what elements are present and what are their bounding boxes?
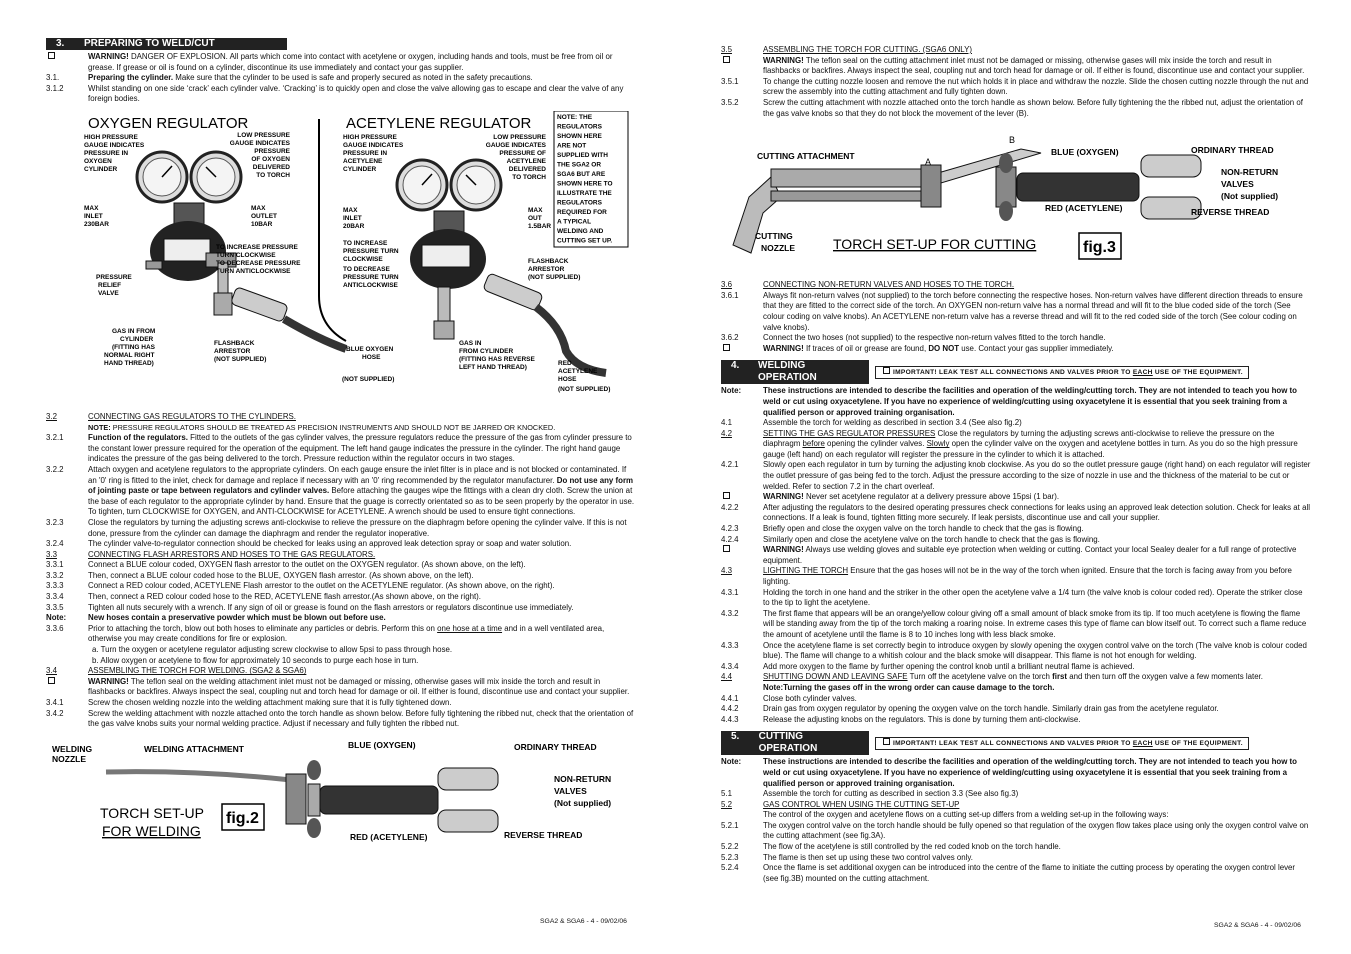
paragraph-3-3-6: 3.3.6 Prior to attaching the torch, blow out both hoses to eliminate any particles or debris. Perform this on one hose at a time and in a well ventilated area, otherwise you may create conditions for fire or explosion. a. Turn the oxygen or acetylene regulator adjusting screw clockwise to allow 5psi to pass through hose. b. Allow oxygen or acetylene to flow for approximately 10 seconds to purge each hose in turn. bbox=[46, 623, 605, 665]
svg-text:HIGH PRESSURE: HIGH PRESSURE bbox=[84, 133, 138, 141]
paragraph-3-2-3: 3.2.3 Close the regulators by turning the adjusting screws anti-clockwise to relieve the pressure on the diaphragm before opening the cylinder valve. If this is not done, pressure from the cylinder can damage the diaphragm and render the regulator inoperative. bbox=[46, 517, 627, 538]
blue-oxygen-label: BLUE (OXYGEN) bbox=[1051, 147, 1119, 158]
warning-paragraph: WARNING! Always use welding gloves and suitable eye protection when welding or cutting. Contact your local Sealey dealer for a full range of protective equipment. bbox=[721, 545, 1311, 566]
blue-oxygen-hose-label bbox=[346, 346, 394, 361]
svg-text:230BAR: 230BAR bbox=[84, 220, 109, 228]
checkbox-icon bbox=[723, 344, 730, 351]
section-title: PREPARING TO WELD/CUT bbox=[84, 38, 215, 49]
svg-text:ACETYLENE: ACETYLENE bbox=[343, 157, 383, 165]
svg-text:ARRESTOR: ARRESTOR bbox=[214, 347, 251, 355]
paragraph-3-6-2: 3.6.2 Connect the two hoses (not supplied) to the respective non-return valves fitted to the torch handle. bbox=[721, 333, 1106, 343]
acetylene-increase-label bbox=[343, 240, 399, 289]
pressure-relief-label bbox=[96, 274, 132, 297]
paragraph-3-2-note: NOTE: PRESSURE REGULATORS SHOULD BE TREATED AS PRECISION INSTRUMENTS AND SHOULD NOT BE JARRED OR KNOCKED. bbox=[88, 422, 556, 432]
svg-text:MAX: MAX bbox=[84, 204, 99, 212]
svg-text:BLUE OXYGEN: BLUE OXYGEN bbox=[346, 345, 394, 353]
paragraph-3-3-2: 3.3.2 Then, connect a BLUE colour coded hose to the BLUE, OXYGEN flash arrestor. (As shown above, on the left). bbox=[46, 570, 474, 580]
warning-paragraph: WARNING! DANGER OF EXPLOSION. All parts which come into contact with acetylene or oxygen, including hands and tools, must be free from oil or grease. If grease or oil is found on a cylinder, discontinue its use immediately and contact your gas supplier. bbox=[46, 52, 636, 73]
svg-text:TO DECREASE PRESSURE: TO DECREASE PRESSURE bbox=[216, 259, 301, 267]
paragraph-4-2-4: 4.2.4 Similarly open and close the acetylene valve on the torch handle to check that the gas is flowing. bbox=[721, 534, 1100, 544]
section-number: 3. bbox=[56, 38, 65, 49]
not-supplied-label: (Not supplied) bbox=[1221, 191, 1279, 202]
oxygen-increase-label bbox=[216, 244, 301, 275]
paragraph-4-2: 4.2 SETTING THE GAS REGULATOR PRESSURES Close the regulators by turning the adjusting screws anti-clockwise to relieve the pressure on the diaphragm before opening the cylinder valves. Slowly open the cylinder valve on the oxygen and acetylene bottles in turn. As you do so the high pressure gauge (left hand) on each regulator will register the pressure in the cylinder to which it is attached. bbox=[721, 428, 1298, 459]
svg-text:DELIVERED: DELIVERED bbox=[508, 165, 546, 173]
svg-text:PRESSURE OF: PRESSURE OF bbox=[499, 149, 546, 157]
svg-text:MAX: MAX bbox=[251, 204, 266, 212]
acetylene-max-outlet bbox=[528, 207, 551, 230]
welding-nozzle-label-2: NOZZLE bbox=[52, 753, 86, 764]
checkbox-icon bbox=[723, 492, 730, 499]
svg-text:RELIEF: RELIEF bbox=[98, 281, 122, 289]
section-3-header bbox=[46, 38, 636, 50]
cutting-torch-diagram bbox=[721, 125, 1311, 275]
section-5-note: Note: These instructions are intended to describe the facilities and operation of the welding/cutting torch. They are not intended to teach you how to weld or cut using oxyacetylene. If you have no experience of welding/cutting using oxyacetylene it is essential that you seek training from a qualified person or approved training organisation. bbox=[721, 757, 1297, 788]
svg-text:GAUGE INDICATES: GAUGE INDICATES bbox=[485, 141, 546, 149]
checkbox-icon bbox=[883, 367, 890, 374]
svg-text:FLASHBACK: FLASHBACK bbox=[528, 257, 569, 265]
paragraph-3-2-1: 3.2.1 Function of the regulators. Fitted to the outlets of the gas cylinder valves, the pressure regulators reduce the pressure of the gas from cylinder pressure to the constant lower pressure required for the operation of the equipment. The left hand gauge indicates the pressure in the cylinder. The right hand gauge indicates the pressure of the gas being delivered to the torch. Pressure reduction within the regulator occurs in two stages. bbox=[46, 433, 632, 464]
figure-label: fig.3 bbox=[1083, 239, 1116, 257]
svg-text:OUT: OUT bbox=[528, 214, 542, 222]
welding-attachment-label: WELDING ATTACHMENT bbox=[144, 743, 244, 754]
reverse-thread-label: REVERSE THREAD bbox=[504, 829, 583, 840]
paragraph-3-2-2: 3.2.2 Attach oxygen and acetylene regulators to the appropriate cylinders. On each gauge ensure the inlet filter is in place and is not blocked or contaminated. If an '0' ring is fitted to the inlet, check for damage and replace if necessary with an '0' ring recommended by the regulator manufacturer. Do not use any form of jointing paste or tape between regulators and cylinder valves. Before attaching the gauges wipe the fittings with a clean dry cloth. Screw the union at the base of each regulator to the appropriate cylinder by hand. Ensure that the guage is correctly orientated so as to be seen properly by the operator in use. To tighten, turn CLOCKWISE for OXYGEN, and ANTI-CLOCKWISE for ACETYLENE. A wrench should be used to ensure tight connections. bbox=[46, 464, 635, 517]
oxygen-max-outlet bbox=[251, 205, 277, 228]
paragraph-3-5-2: 3.5.2 Screw the cutting attachment with nozzle attached onto the torch handle as shown below. Before fully tightening the the ribbed nut, adjust the orientation of the gas valve knobs so that they do not block the movement of the lever (B). bbox=[721, 97, 1303, 118]
valves-label: VALVES bbox=[554, 785, 587, 796]
svg-text:TURN ANTICLOCKWISE: TURN ANTICLOCKWISE bbox=[216, 267, 291, 275]
checkbox-icon bbox=[48, 677, 55, 684]
svg-text:(FITTING HAS: (FITTING HAS bbox=[112, 343, 155, 351]
cutting-nozzle-label-2: NOZZLE bbox=[761, 243, 795, 254]
paragraph-3-5: 3.5 ASSEMBLING THE TORCH FOR CUTTING. (SGA6 ONLY) bbox=[721, 45, 972, 54]
paragraph-4-2-3: 4.2.3 Briefly open and close the oxygen valve on the torch handle to check that the gas is flowing. bbox=[721, 524, 1084, 534]
paragraph-3-1-2: 3.1.2 Whilst standing on one side ‘crack’ each cylinder valve. ‘Cracking’ is to quickly open and close the valve allowing gas to escape and clear the valve of any foreign bodies. bbox=[46, 83, 624, 104]
svg-text:LOW PRESSURE: LOW PRESSURE bbox=[237, 131, 290, 139]
torch-setup-title: TORCH SET-UP bbox=[100, 804, 204, 821]
section-5-header: 5. CUTTING OPERATION IMPORTANT! LEAK TEST ALL CONNECTIONS AND VALVES PRIOR TO EACH USE OF THE EQUIPMENT. bbox=[721, 731, 1311, 755]
svg-text:PRESSURE: PRESSURE bbox=[254, 147, 290, 155]
paragraph-3-3-3: 3.3.3 Connect a RED colour coded, ACETYLENE Flash arrestor to the outlet on the ACETYLENE regulator. (As shown above, on the right). bbox=[46, 581, 555, 591]
torch-setup-cutting-title: TORCH SET-UP FOR CUTTING bbox=[833, 236, 1037, 253]
svg-text:TURN CLOCKWISE: TURN CLOCKWISE bbox=[216, 251, 276, 259]
svg-text:THE SGA2 OR: THE SGA2 OR bbox=[557, 161, 602, 169]
red-acetylene-label: RED (ACETYLENE) bbox=[350, 831, 428, 842]
svg-text:TO INCREASE: TO INCREASE bbox=[343, 239, 388, 247]
svg-text:GAS IN FROM: GAS IN FROM bbox=[112, 327, 156, 335]
svg-text:TO TORCH: TO TORCH bbox=[512, 173, 546, 181]
welding-nozzle-label: WELDING bbox=[52, 743, 93, 754]
paragraph-4-2-1: 4.2.1 Slowly open each regulator in turn by turning the adjusting knob clockwise. As you do so the outlet pressure gauge (right hand) on each regulator will register the outlet pressure of gas being fed to the torch. Adjust the pressure according to the size of nozzle in use and the thickness of the material to be cut or welded. Refer to section 7.2 in the chart overleaf. bbox=[721, 460, 1311, 491]
ordinary-thread-label: ORDINARY THREAD bbox=[1191, 145, 1274, 156]
svg-text:VALVE: VALVE bbox=[98, 289, 119, 297]
paragraph-4-3-3: 4.3.3 Once the acetylene flame is set correctly begin to introduce oxygen by slowly opening the oxygen control valve on the torch (The valve knob is colour coded blue). The flame will change to a whitish colour and the black smoke will disappear. This flame is not hot enough for welding. bbox=[721, 640, 1307, 661]
flashback-arrestor-icon bbox=[230, 287, 288, 323]
svg-text:REGULATORS: REGULATORS bbox=[557, 123, 602, 131]
paragraph-5-2-2: 5.2.2 The flow of the acetylene is still controlled by the red coded knob on the torch handle. bbox=[721, 842, 1061, 852]
svg-text:SHOWN HERE: SHOWN HERE bbox=[557, 132, 602, 140]
torch-handle-icon bbox=[1017, 173, 1139, 201]
svg-text:PRESSURE TURN: PRESSURE TURN bbox=[343, 273, 399, 281]
svg-text:PRESSURE IN: PRESSURE IN bbox=[343, 149, 388, 157]
svg-text:NOTE: THE: NOTE: THE bbox=[557, 113, 593, 121]
non-return-label: NON-RETURN bbox=[1221, 167, 1279, 178]
svg-text:REQUIRED FOR: REQUIRED FOR bbox=[557, 208, 607, 216]
svg-text:ARRESTOR: ARRESTOR bbox=[528, 265, 565, 273]
svg-text:(NOT SUPPLIED): (NOT SUPPLIED) bbox=[558, 385, 611, 393]
oxygen-max-inlet bbox=[84, 205, 109, 228]
paragraph-3-3-5: 3.3.5 Tighten all nuts securely with a wrench. If any sign of oil or grease is found on the flash arrestors or regulators discontinue use immediately. bbox=[46, 602, 574, 612]
svg-text:SGA6 BUT ARE: SGA6 BUT ARE bbox=[557, 170, 606, 178]
checkbox-icon bbox=[723, 56, 730, 63]
svg-text:CYLINDER: CYLINDER bbox=[343, 165, 377, 173]
valves-label: VALVES bbox=[1221, 179, 1254, 190]
ordinary-thread-label: ORDINARY THREAD bbox=[514, 741, 597, 752]
not-supplied-label: (NOT SUPPLIED) bbox=[342, 375, 395, 383]
section-4-note: Note: These instructions are intended to describe the facilities and operation of the welding/cutting torch. They are not intended to teach you how to weld or cut using oxyacetylene. If you have no experience of welding/cutting using oxyacetylene it is essential that you seek training from a qualified person or approved training organisation. bbox=[721, 386, 1297, 417]
svg-text:OF OXYGEN: OF OXYGEN bbox=[251, 155, 290, 163]
svg-text:ANTICLOCKWISE: ANTICLOCKWISE bbox=[343, 281, 398, 289]
paragraph-5-2-1: 5.2.1 The oxygen control valve on the torch handle should be fully opened so that regulation of the oxygen flow takes place using only the oxygen control valve on the cutting attachment (see fig.3A). bbox=[721, 820, 1309, 841]
svg-text:ARE NOT: ARE NOT bbox=[557, 142, 587, 150]
svg-text:MAX: MAX bbox=[528, 206, 543, 214]
svg-text:MAX: MAX bbox=[343, 206, 358, 214]
right-page bbox=[721, 45, 1311, 884]
torch-setup-title-2: FOR WELDING bbox=[102, 822, 201, 839]
paragraph-4-3-4: 4.3.4 Add more oxygen to the flame by further opening the control knob until a brilliant neutral flame is achieved. bbox=[721, 661, 1135, 671]
acetylene-hp-label bbox=[343, 134, 404, 173]
svg-text:INLET: INLET bbox=[343, 214, 362, 222]
svg-text:PRESSURE: PRESSURE bbox=[96, 273, 132, 281]
checkbox-icon bbox=[723, 545, 730, 552]
svg-text:(FITTING HAS REVERSE: (FITTING HAS REVERSE bbox=[459, 355, 535, 363]
warning-paragraph: WARNING! If traces of oil or grease are found, DO NOT use. Contact your gas supplier immediately. bbox=[721, 344, 1311, 355]
paragraph-3-4: 3.4 ASSEMBLING THE TORCH FOR WELDING. (SGA2 & SGA6) bbox=[46, 666, 307, 676]
paragraph-3-5-1: 3.5.1 To change the cutting nozzle loosen and remove the nut which holds it in place and withdraw the nozzle. Slide the chosen cutting nozzle through the nut and screw the assembly into the cutting attachment and fully tighten down. bbox=[721, 76, 1309, 97]
checkbox-icon bbox=[48, 52, 55, 59]
svg-text:HAND THREAD): HAND THREAD) bbox=[104, 359, 154, 367]
svg-text:ILLUSTRATE THE: ILLUSTRATE THE bbox=[557, 189, 612, 197]
svg-text:ACETYLENE: ACETYLENE bbox=[506, 157, 546, 165]
paragraph-4-4-3: 4.4.3 Release the adjusting knobs on the regulators. This is done by turning them anti-clockwise. bbox=[721, 714, 1081, 724]
svg-text:TO INCREASE PRESSURE: TO INCREASE PRESSURE bbox=[216, 243, 298, 251]
svg-text:CLOCKWISE: CLOCKWISE bbox=[343, 255, 383, 263]
paragraph-5-2-4: 5.2.4 Once the flame is set additional oxygen can be introduced into the centre of the flame to initiate the cutting process by operating the oxygen control lever (see fig.3B) mounted on the cutting attachment. bbox=[721, 863, 1296, 883]
paragraph-3-2: 3.2 CONNECTING GAS REGULATORS TO THE CYLINDERS. bbox=[46, 411, 296, 421]
regulator-note-box bbox=[554, 111, 628, 247]
paragraph-3-4-2: 3.4.2 Screw the welding attachment with nozzle attached onto the torch handle as shown below. Before fully tightening the ribbed nut, check that the orientation of the gas valve knobs suits your normal welding practice. Adjust if necessary and fully tighten the ribbed nut. bbox=[46, 708, 634, 729]
svg-text:CYLINDER: CYLINDER bbox=[84, 165, 118, 173]
paragraph-5-2: 5.2 GAS CONTROL WHEN USING THE CUTTING SET-UP The control of the oxygen and acetylene flows on a cutting set-up differs from a welding set-up in the following ways: bbox=[721, 799, 1169, 820]
svg-text:HIGH PRESSURE: HIGH PRESSURE bbox=[343, 133, 397, 141]
paragraph-3-6: 3.6 CONNECTING NON-RETURN VALVES AND HOSES TO THE TORCH. bbox=[721, 280, 1015, 290]
svg-text:10BAR: 10BAR bbox=[251, 220, 273, 228]
paragraph-5-1: 5.1 Assemble the torch for cutting as described in section 3.3 (See also fig.3) bbox=[721, 789, 1019, 799]
svg-text:LEFT HAND THREAD): LEFT HAND THREAD) bbox=[459, 363, 527, 371]
svg-text:CYLINDER: CYLINDER bbox=[120, 335, 154, 343]
svg-text:HOSE: HOSE bbox=[558, 375, 577, 383]
paragraph-3-3: 3.3 CONNECTING FLASH ARRESTORS AND HOSES TO THE GAS REGULATORS. bbox=[46, 549, 376, 559]
svg-text:GAS IN: GAS IN bbox=[459, 339, 482, 347]
cutting-nozzle-label: CUTTING bbox=[755, 231, 793, 242]
svg-text:TO DECREASE: TO DECREASE bbox=[343, 265, 390, 273]
welding-torch-diagram bbox=[46, 740, 636, 850]
svg-text:GAUGE INDICATES: GAUGE INDICATES bbox=[84, 141, 145, 149]
paragraph-4-1: 4.1 Assemble the torch for welding as described in section 3.4 (See also fig.2) bbox=[721, 418, 1022, 428]
left-page-footer: SGA2 & SGA6 - 4 - 09/02/06 bbox=[540, 918, 627, 925]
svg-text:WELDING AND: WELDING AND bbox=[557, 227, 604, 235]
oxygen-regulator-title: OXYGEN REGULATOR bbox=[88, 114, 249, 132]
svg-text:FLASHBACK: FLASHBACK bbox=[214, 339, 255, 347]
svg-text:A TYPICAL: A TYPICAL bbox=[557, 218, 592, 226]
svg-text:DELIVERED: DELIVERED bbox=[252, 163, 290, 171]
svg-text:GAUGE INDICATES: GAUGE INDICATES bbox=[343, 141, 404, 149]
not-supplied-label: (Not supplied) bbox=[554, 797, 612, 808]
svg-text:SHOWN HERE TO: SHOWN HERE TO bbox=[557, 180, 613, 188]
svg-text:CUTTING SET UP.: CUTTING SET UP. bbox=[557, 237, 613, 245]
paragraph-4-3-2: 4.3.2 The first flame that appears will be an orange/yellow colour giving off a small amount of black smoke from its tip. If too much acetylene is flowing the flame will be standing away from the tip of the torch making a roaring noise. In extreme cases this type of flame can blow itself out. To correct such a flame reduce the amount of acetylene until the flame is 8 to 10 inches long with less black smoke. bbox=[721, 608, 1307, 639]
paragraph-3-4-1: 3.4.1 Screw the chosen welding nozzle into the welding attachment making sure that it is fully tightened down. bbox=[46, 698, 452, 707]
svg-text:PRESSURE IN: PRESSURE IN bbox=[84, 149, 129, 157]
svg-text:(NOT SUPPLIED): (NOT SUPPLIED) bbox=[214, 355, 267, 363]
paragraph-4-2-2: 4.2.2 After adjusting the regulators to the desired operating pressures check connections for leaks using an approved leak detection solution. Check for leaks at all connections. If a leak is found, tighten fitting more securely. If leak persists, discontinue use and call your supplier. bbox=[721, 502, 1310, 523]
oxygen-hp-label bbox=[84, 134, 145, 173]
hoses-note: Note: New hoses contain a preservative powder which must be blown out before use. bbox=[46, 613, 386, 623]
paragraph-4-4: 4.4 SHUTTING DOWN AND LEAVING SAFE Turn off the acetylene valve on the torch first and then turn off the oxygen valve a few moments later. Note:Turning the gases off in the wrong order can cause damage to the torch. bbox=[721, 672, 1263, 692]
label-b: B bbox=[1009, 135, 1016, 146]
paragraph-4-4-1: 4.4.1 Close both cylinder valves. bbox=[721, 693, 857, 703]
torch-handle-icon bbox=[320, 786, 438, 814]
acetylene-flashback-label bbox=[528, 258, 580, 281]
red-acetylene-label: RED (ACETYLENE) bbox=[1045, 203, 1123, 214]
leak-test-notice: IMPORTANT! LEAK TEST ALL CONNECTIONS AND VALVES PRIOR TO EACH USE OF THE EQUIPMENT. bbox=[875, 737, 1249, 750]
svg-text:(NOT SUPPLIED): (NOT SUPPLIED) bbox=[528, 273, 581, 281]
cutting-attachment-label: CUTTING ATTACHMENT bbox=[757, 151, 855, 162]
leak-test-notice: IMPORTANT! LEAK TEST ALL CONNECTIONS AND VALVES PRIOR TO EACH USE OF THE EQUIPMENT. bbox=[875, 366, 1249, 379]
left-page bbox=[46, 38, 636, 855]
acetylene-gas-in-label bbox=[459, 340, 536, 371]
svg-text:ACETYLENE: ACETYLENE bbox=[558, 367, 598, 375]
paragraph-4-3-1: 4.3.1 Holding the torch in one hand and the striker in the other open the acetylene valve a 1/4 turn (the valve knob is colour coded red). Operate the striker close to the tip to light the acetylene. bbox=[721, 587, 1303, 608]
svg-text:INLET: INLET bbox=[84, 212, 103, 220]
acetylene-regulator-title: ACETYLENE REGULATOR bbox=[346, 114, 532, 132]
figure-label: fig.2 bbox=[226, 809, 259, 827]
svg-text:LOW PRESSURE: LOW PRESSURE bbox=[493, 133, 546, 141]
svg-text:SUPPLIED WITH: SUPPLIED WITH bbox=[557, 151, 608, 159]
paragraph-3-3-4: 3.3.4 Then, connect a RED colour coded hose to the RED, ACETYLENE flash arrestor.(As shown above, on the right). bbox=[46, 592, 481, 602]
svg-text:TO TORCH: TO TORCH bbox=[256, 171, 290, 179]
svg-text:OUTLET: OUTLET bbox=[251, 212, 277, 220]
cutting-nozzle-icon bbox=[733, 177, 781, 253]
paragraph-3-3-1: 3.3.1 Connect a BLUE colour coded, OXYGEN flash arrestor to the outlet on the OXYGEN regulator. (As shown above, on the left). bbox=[46, 560, 526, 570]
svg-text:REGULATORS: REGULATORS bbox=[557, 199, 602, 207]
checkbox-icon bbox=[883, 738, 890, 745]
oxygen-gas-in-label bbox=[104, 328, 156, 367]
svg-text:FROM CYLINDER: FROM CYLINDER bbox=[459, 347, 514, 355]
svg-text:1.5BAR: 1.5BAR bbox=[528, 222, 552, 230]
welding-nozzle-icon bbox=[106, 771, 291, 779]
svg-text:OXYGEN: OXYGEN bbox=[84, 157, 112, 165]
paragraph-4-3: 4.3 LIGHTING THE TORCH Ensure that the gas hoses will not be in the way of the torch when ignited. Ensure that the torch is facing away from you before lighting. bbox=[721, 566, 1292, 586]
svg-text:RED: RED bbox=[558, 359, 572, 367]
right-page-footer: SGA2 & SGA6 - 4 - 09/02/06 bbox=[1214, 922, 1301, 929]
warning-paragraph: WARNING! Never set acetylene regulator at a delivery pressure above 15psi (1 bar). bbox=[721, 492, 1311, 503]
section-4-header: 4. WELDING OPERATION IMPORTANT! LEAK TEST ALL CONNECTIONS AND VALVES PRIOR TO EACH USE OF THE EQUIPMENT. bbox=[721, 360, 1311, 384]
cutting-attachment-icon bbox=[771, 169, 921, 187]
label-a: A bbox=[925, 157, 932, 168]
svg-text:NORMAL RIGHT: NORMAL RIGHT bbox=[104, 351, 155, 359]
oxygen-flashback-label bbox=[214, 340, 266, 363]
svg-text:20BAR: 20BAR bbox=[343, 222, 365, 230]
paragraph-3-6-1: 3.6.1 Always fit non-return valves (not supplied) to the torch before connecting the respective hoses. Non-return valves have different direction threads to ensure that they are fitted to the correct side of the torch. An OXYGEN non-return valve has a normal thread and will fit to the blue coded side of the torch (See colour coding on valve knobs). An ACETYLENE non-return valve has a reverse thread and will fit to the red coded side of the torch (See colour coding on valve knobs). bbox=[721, 290, 1303, 332]
svg-text:PRESSURE TURN: PRESSURE TURN bbox=[343, 247, 399, 255]
acetylene-max-inlet bbox=[343, 207, 365, 230]
non-return-label: NON-RETURN bbox=[554, 773, 612, 784]
paragraph-3-1: 3.1. Preparing the cylinder. Make sure that the cylinder to be used is safe and properly secured as noted in the safety precautions. bbox=[46, 73, 533, 83]
paragraph-4-4-2: 4.4.2 Drain gas from oxygen regulator by opening the oxygen valve on the torch handle. Similarly drain gas from the acetylene regulator. bbox=[721, 704, 1219, 714]
regulator-diagram bbox=[46, 111, 636, 407]
paragraph-5-2-3: 5.2.3 The flame is then set up using these two control valves only. bbox=[721, 852, 973, 862]
reverse-thread-label: REVERSE THREAD bbox=[1191, 207, 1270, 218]
warning-paragraph: WARNING! The teflon seal on the cutting attachment inlet must not be damaged or missing, otherwise gases will mix inside the torch and result in flashbacks or backfires. Always inspect the seal, coupling nut and torch head for damage or oil. If either is found, discontinue use and contact your supplier. bbox=[721, 56, 1311, 77]
blue-oxygen-label: BLUE (OXYGEN) bbox=[348, 739, 416, 750]
svg-text:GAUGE INDICATES: GAUGE INDICATES bbox=[229, 139, 290, 147]
warning-paragraph: WARNING! The teflon seal on the welding attachment inlet must not be damaged or missing, otherwise gases will mix inside the torch and result in flashbacks or backfires. Always inspect the seal, coupling nut and torch head for damage or oil. If either is found, discontinue use and contact your supplier. bbox=[46, 677, 636, 698]
svg-text:HOSE: HOSE bbox=[362, 353, 381, 361]
paragraph-3-2-4: 3.2.4 The cylinder valve-to-regulator connection should be checked for leaks using an approved leak detection spray or soap and water solution. bbox=[46, 539, 572, 549]
